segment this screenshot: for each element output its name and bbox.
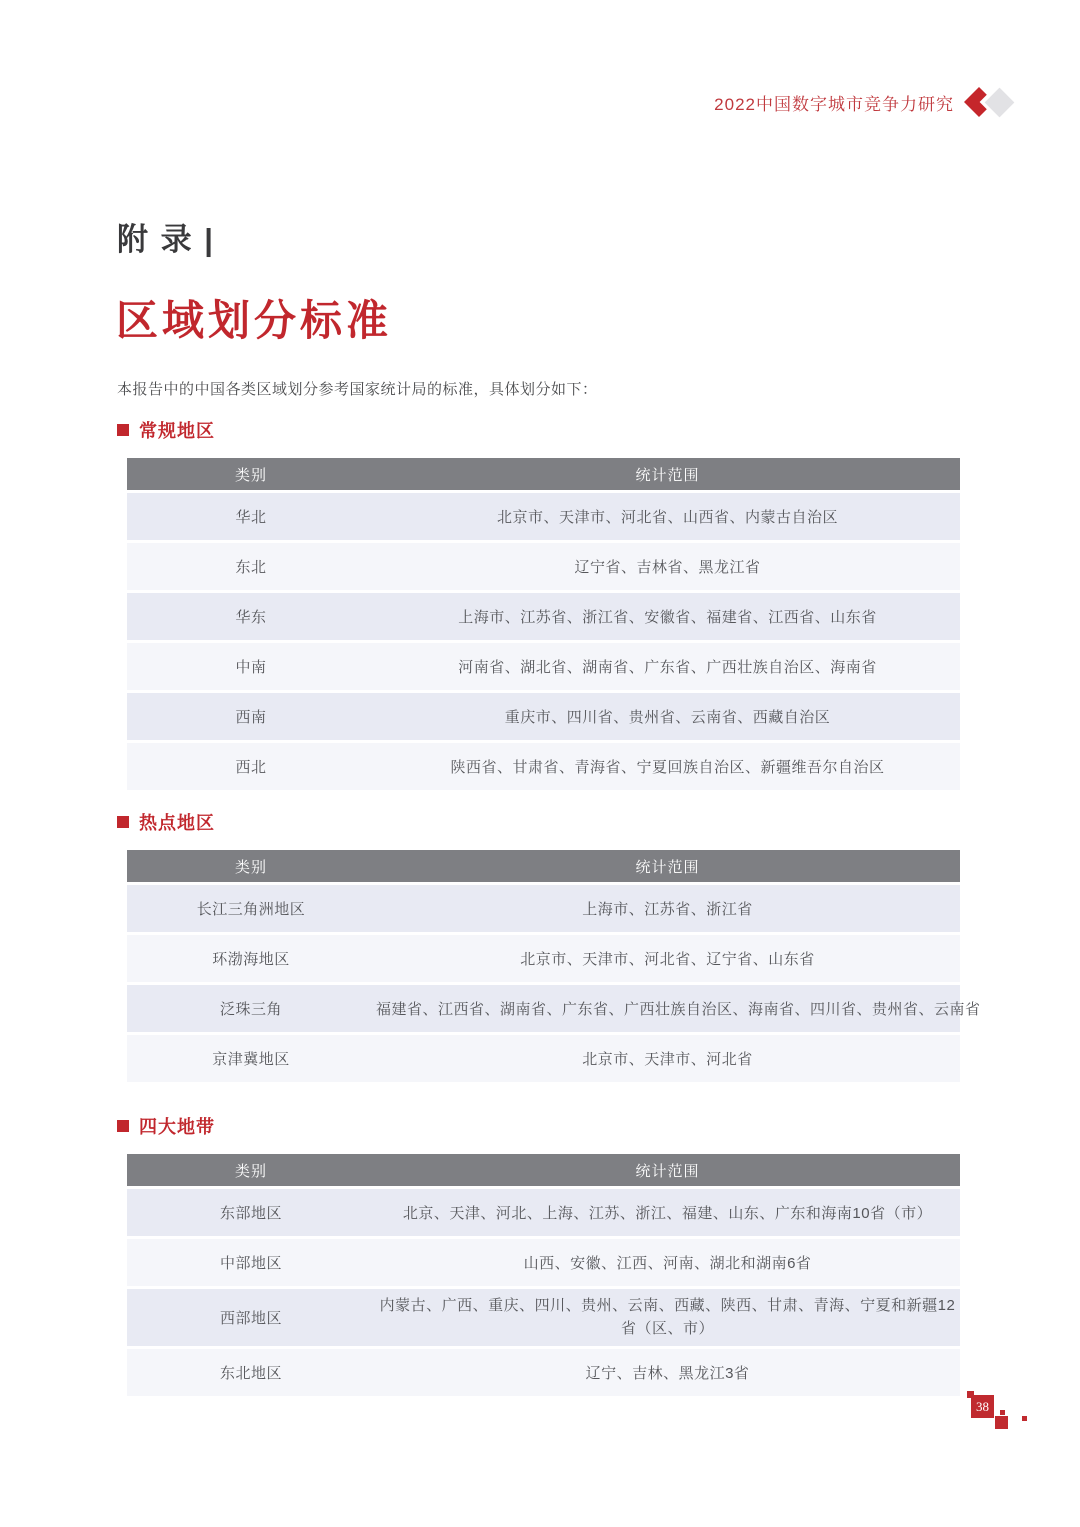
section-heading bbox=[117, 810, 963, 834]
scope-cell bbox=[375, 935, 960, 982]
scope-text: 北京市、天津市、河北省、山西省、内蒙古自治区 bbox=[496, 509, 838, 526]
table-row bbox=[127, 885, 960, 932]
table-row bbox=[127, 543, 960, 590]
scope-text: 上海市、江苏省、浙江省 bbox=[582, 901, 753, 918]
scope-cell bbox=[375, 1289, 960, 1346]
scope-text: 北京市、天津市、河北省 bbox=[582, 1051, 753, 1068]
column-header-scope: 统计范围 bbox=[375, 1154, 960, 1186]
red-square-bullet-icon bbox=[117, 816, 129, 828]
red-square-icon bbox=[1022, 1416, 1027, 1421]
table-row bbox=[127, 1349, 960, 1396]
column-header-category: 类别 bbox=[127, 850, 375, 882]
report-title: 2022中国数字城市竞争力研究 bbox=[714, 94, 954, 114]
scope-cell bbox=[375, 985, 981, 1032]
intro-text: 本报告中的中国各类区域划分参考国家统计局的标准，具体划分如下： bbox=[117, 381, 598, 398]
category-cell: 中部地区 bbox=[127, 1239, 375, 1286]
scope-cell bbox=[375, 1035, 960, 1082]
column-header-scope: 统计范围 bbox=[375, 850, 960, 882]
category-cell: 西南 bbox=[127, 693, 375, 740]
table-row bbox=[127, 643, 960, 690]
gray-diamond-icon bbox=[985, 88, 1015, 118]
page-title: 区域划分标准 bbox=[116, 296, 393, 345]
scope-text: 北京市、天津市、河北省、辽宁省、山东省 bbox=[520, 951, 815, 968]
scope-text: 上海市、江苏省、浙江省、安徽省、福建省、江西省、山东省 bbox=[458, 609, 877, 626]
section-hotspot-regions bbox=[117, 810, 981, 1085]
scope-text: 陕西省、甘肃省、青海省、宁夏回族自治区、新疆维吾尔自治区 bbox=[450, 759, 885, 776]
scope-cell bbox=[375, 493, 960, 540]
scope-text: 重庆市、四川省、贵州省、云南省、西藏自治区 bbox=[504, 709, 831, 726]
category-cell: 环渤海地区 bbox=[127, 935, 375, 982]
category-cell: 中南 bbox=[127, 643, 375, 690]
four-zones-table bbox=[127, 1151, 960, 1399]
category-cell: 西部地区 bbox=[127, 1289, 375, 1346]
scope-text: 河南省、湖北省、湖南省、广东省、广西壮族自治区、海南省 bbox=[458, 659, 877, 676]
scope-cell bbox=[375, 1189, 960, 1236]
category-cell: 东部地区 bbox=[127, 1189, 375, 1236]
table-row bbox=[127, 493, 960, 540]
appendix-label: 附 录 | bbox=[117, 222, 215, 257]
table-row bbox=[127, 593, 960, 640]
scope-cell bbox=[375, 593, 960, 640]
category-cell: 东北地区 bbox=[127, 1349, 375, 1396]
header-mark bbox=[964, 86, 1016, 118]
table-row bbox=[127, 693, 960, 740]
section-heading bbox=[117, 1114, 963, 1138]
page-number-badge: 38 bbox=[971, 1395, 994, 1418]
category-cell: 京津冀地区 bbox=[127, 1035, 375, 1082]
scope-text: 福建省、江西省、湖南省、广东省、广西壮族自治区、海南省、四川省、贵州省、云南省 bbox=[376, 1001, 981, 1018]
table-header-row bbox=[127, 458, 960, 490]
section-heading bbox=[117, 418, 963, 442]
red-square-bullet-icon bbox=[117, 424, 129, 436]
scope-cell bbox=[375, 693, 960, 740]
section-regular-regions bbox=[117, 418, 963, 793]
running-header bbox=[714, 86, 1016, 118]
category-cell: 东北 bbox=[127, 543, 375, 590]
category-cell: 华北 bbox=[127, 493, 375, 540]
category-cell: 长江三角洲地区 bbox=[127, 885, 375, 932]
table-row bbox=[127, 743, 960, 790]
table-header-row bbox=[127, 850, 960, 882]
page-number-decoration bbox=[964, 1389, 1034, 1435]
table-row bbox=[127, 985, 960, 1032]
red-square-bullet-icon bbox=[117, 1120, 129, 1132]
section-title: 热点地区 bbox=[139, 813, 215, 833]
table-row bbox=[127, 1035, 960, 1082]
category-cell: 西北 bbox=[127, 743, 375, 790]
category-cell: 泛珠三角 bbox=[127, 985, 375, 1032]
scope-cell bbox=[375, 743, 960, 790]
scope-cell bbox=[375, 1349, 960, 1396]
column-header-category: 类别 bbox=[127, 1154, 375, 1186]
scope-text: 北京、天津、河北、上海、江苏、浙江、福建、山东、广东和海南10省（市） bbox=[402, 1205, 933, 1222]
scope-cell bbox=[375, 543, 960, 590]
red-square-icon bbox=[1000, 1410, 1005, 1415]
column-header-scope: 统计范围 bbox=[375, 458, 960, 490]
section-title: 四大地带 bbox=[139, 1117, 215, 1137]
scope-cell bbox=[375, 643, 960, 690]
scope-text: 辽宁省、吉林省、黑龙江省 bbox=[574, 559, 761, 576]
red-square-icon bbox=[995, 1416, 1008, 1429]
table-row bbox=[127, 1289, 960, 1346]
scope-cell bbox=[375, 1239, 960, 1286]
table-row bbox=[127, 1239, 960, 1286]
scope-text: 内蒙古、广西、重庆、四川、贵州、云南、西藏、陕西、甘肃、青海、宁夏和新疆12省（区、市） bbox=[379, 1297, 956, 1338]
table-header-row bbox=[127, 1154, 960, 1186]
regular-regions-table bbox=[127, 455, 960, 793]
hotspot-regions-table bbox=[127, 847, 981, 1085]
section-title: 常规地区 bbox=[139, 421, 215, 441]
table-row bbox=[127, 1189, 960, 1236]
scope-text: 辽宁、吉林、黑龙江3省 bbox=[585, 1364, 750, 1382]
scope-text: 山西、安徽、江西、河南、湖北和湖南6省 bbox=[523, 1255, 812, 1272]
category-cell: 华东 bbox=[127, 593, 375, 640]
section-four-zones bbox=[117, 1114, 963, 1399]
scope-cell bbox=[375, 885, 960, 932]
column-header-category: 类别 bbox=[127, 458, 375, 490]
table-row bbox=[127, 935, 960, 982]
